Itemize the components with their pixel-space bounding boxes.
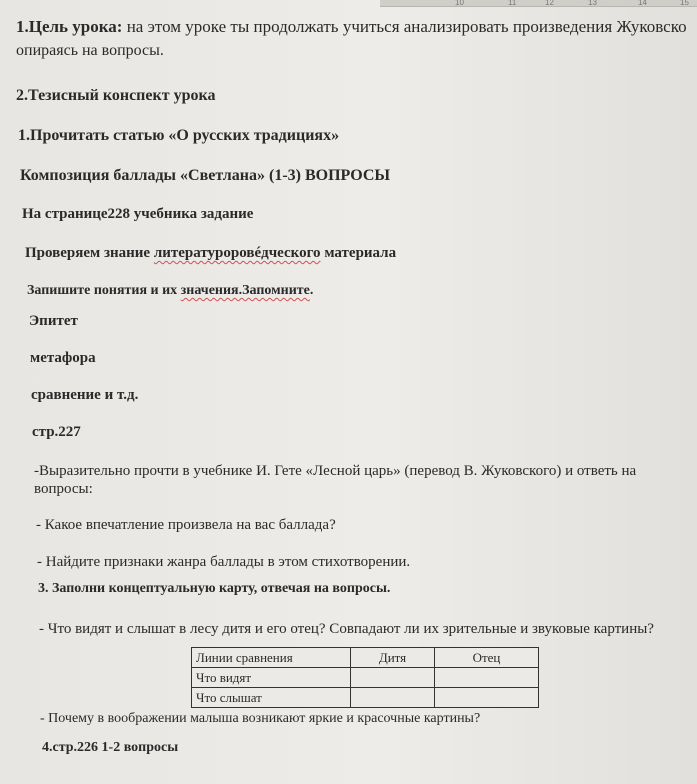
read-goethe-task: -Выразительно прочти в учебнике И. Гете «Лесной царь» (перевод В. Жуковского) и ответь на: [34, 463, 637, 479]
composition-task: Композиция баллады «Светлана» (1-3) ВОПРОСЫ: [20, 167, 391, 184]
textbook-page-task: На странице228 учебника задание: [22, 206, 254, 222]
table-header-cell: Линии сравнения: [192, 648, 351, 668]
term-epithet: Эпитет: [29, 313, 78, 329]
write-concepts-misspelled: значения.Запомните: [180, 283, 310, 298]
table-header-cell: Дитя: [351, 648, 435, 668]
ruler-tick: 13: [588, 0, 597, 7]
check-knowledge-misspelled: литературоровéдческого: [153, 245, 321, 261]
table-header-cell: Отец: [435, 648, 539, 668]
lesson-goal: [16, 17, 687, 37]
table-row: [192, 668, 539, 688]
question-genre: - Найдите признаки жанра баллады в этом стихотворении.: [37, 554, 411, 570]
table-header-row: [192, 648, 539, 668]
check-knowledge-suffix: материала: [320, 245, 397, 261]
table-cell: [351, 688, 435, 708]
page-226-ref: 4.стр.226 1-2 вопросы: [42, 740, 179, 755]
check-knowledge-prefix: Проверяем знание: [25, 245, 154, 261]
read-article-task: 1.Прочитать статью «О русских традициях»: [18, 127, 340, 144]
question-why: - Почему в воображении малыша возникают яркие и красочные картины?: [40, 711, 481, 726]
write-concepts-prefix: Запишите понятия и их: [27, 283, 181, 298]
read-goethe-task-continued: вопросы:: [34, 481, 93, 497]
ruler-tick: 14: [638, 0, 647, 7]
term-comparison: сравнение и т.д.: [31, 387, 139, 403]
table-row: [192, 688, 539, 708]
outline-heading: 2.Тезисный конспект урока: [16, 87, 216, 104]
concept-map-table: [191, 647, 539, 708]
table-cell: [435, 668, 539, 688]
write-concepts-task: [27, 283, 313, 300]
lesson-goal-label: 1.Цель урока:: [16, 17, 123, 36]
table-cell: [435, 688, 539, 708]
table-cell: Что видят: [192, 668, 351, 688]
concept-map-task: 3. Заполни концептуальную карту, отвечая на вопросы.: [38, 581, 391, 596]
lesson-goal-text: на этом уроке ты продолжать учиться анализировать произведения Жуковско: [122, 17, 687, 36]
check-knowledge-task: [25, 244, 396, 262]
lesson-goal-continued: опираясь на вопросы.: [16, 42, 164, 59]
table-cell: Что слышат: [192, 688, 351, 708]
ruler-tick: 11: [508, 0, 517, 7]
table-cell: [351, 668, 435, 688]
ruler: [380, 0, 697, 7]
term-metaphor: метафора: [30, 350, 96, 366]
write-concepts-suffix: .: [309, 283, 314, 298]
question-see-hear: - Что видят и слышат в лесу дитя и его отец? Совпадают ли их зрительные и звуковые картины?: [39, 621, 654, 637]
ruler-tick: 10: [455, 0, 464, 7]
ruler-tick: 15: [680, 0, 689, 7]
question-impression: - Какое впечатление произвела на вас баллада?: [36, 517, 336, 533]
page-227-ref: стр.227: [32, 424, 81, 440]
ruler-tick: 12: [545, 0, 554, 7]
